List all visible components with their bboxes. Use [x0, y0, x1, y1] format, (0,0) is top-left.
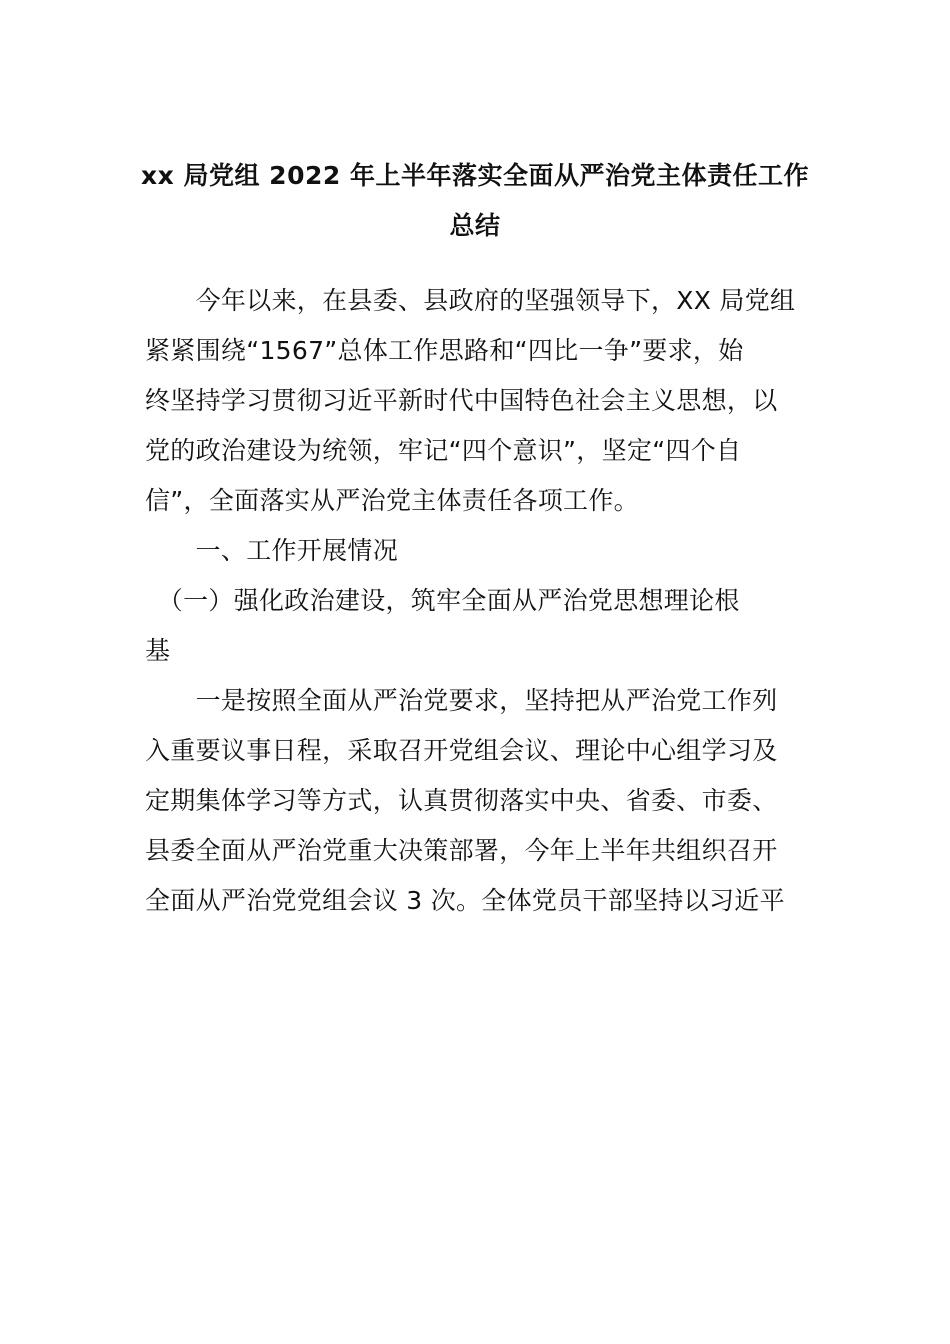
section-heading: 一、工作开展情况: [145, 536, 399, 565]
paragraph-line: 定期集体学习等方式，认真贯彻落实中央、省委、市委、: [145, 786, 778, 815]
paragraph-line: 紧紧围绕“1567”总体工作思路和“四比一争”要求，始: [145, 336, 744, 365]
document-title-line-2: 总结: [449, 211, 501, 240]
paragraph-line: 一是按照全面从严治党要求，坚持把从严治党工作列: [145, 686, 778, 715]
paragraph-line: 今年以来，在县委、县政府的坚强领导下，XX 局党组: [145, 286, 796, 315]
paragraph-line: 县委全面从严治党重大决策部署，今年上半年共组织召开: [145, 836, 778, 865]
document-title-line-1: xx 局党组 2022 年上半年落实全面从严治党主体责任工作: [141, 161, 809, 190]
subsection-heading-cont: 基: [145, 636, 171, 665]
paragraph-line: 全面从严治党党组会议 3 次。全体党员干部坚持以习近平: [145, 886, 785, 915]
paragraph-line: 终坚持学习贯彻习近平新时代中国特色社会主义思想，以: [145, 386, 778, 415]
subsection-heading: （一）强化政治建设，筑牢全面从严治党思想理论根: [145, 586, 740, 615]
paragraph-line: 党的政治建设为统领，牢记“四个意识”，坚定“四个自: [145, 436, 742, 465]
paragraph-line: 入重要议事日程，采取召开党组会议、理论中心组学习及: [145, 736, 778, 765]
paragraph-line: 信”，全面落实从严治党主体责任各项工作。: [145, 486, 639, 515]
